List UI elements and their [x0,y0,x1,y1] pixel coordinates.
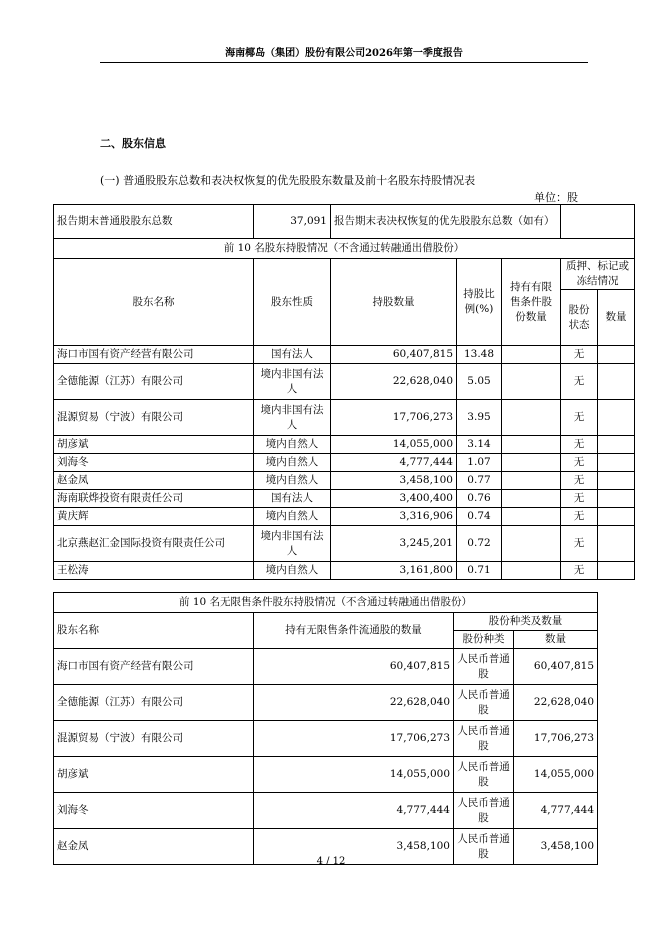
shareholder-pledge-qty [598,400,635,436]
total-holders-value: 37,091 [254,205,331,239]
table-row [54,490,635,508]
u-col-header-type-qty: 数量 [514,631,598,649]
holder-name: 赵金凤 [54,829,254,865]
shareholder-shares: 60,407,815 [331,346,457,364]
holder-name: 全德能源（江苏）有限公司 [54,685,254,721]
shareholder-shares: 14,055,000 [331,436,457,454]
table-row [54,400,635,436]
table-row [54,472,635,490]
shareholder-name: 海南联烨投资有限责任公司 [54,490,254,508]
unrestricted-body [54,649,598,865]
shareholder-ratio: 0.77 [457,472,502,490]
total-holders-label: 报告期末普通股股东总数 [54,205,254,239]
holder-share-type: 人民币普通股 [454,685,514,721]
shareholder-pledge-status: 无 [561,454,598,472]
holder-type-qty: 3,458,100 [514,829,598,865]
shareholder-restricted [502,454,561,472]
shareholder-shares: 17,706,273 [331,400,457,436]
shareholder-pledge-qty [598,472,635,490]
shareholder-name: 黄庆辉 [54,508,254,526]
pref-holders-label: 报告期末表决权恢复的优先股股东总数（如有） [331,205,561,239]
shareholder-shares: 4,777,444 [331,454,457,472]
table-row [54,757,598,793]
holder-type-qty: 4,777,444 [514,793,598,829]
shareholder-pledge-qty [598,526,635,562]
shareholder-name: 刘海冬 [54,454,254,472]
shareholder-shares: 3,245,201 [331,526,457,562]
shareholder-name: 全德能源（江苏）有限公司 [54,364,254,400]
unrestricted-title: 前 10 名无限售条件股东持股情况（不含通过转融通出借股份） [54,593,598,613]
shareholder-name: 赵金凤 [54,472,254,490]
shareholder-restricted [502,346,561,364]
col-header-nature: 股东性质 [254,259,331,346]
table-row [54,346,635,364]
shareholder-table [53,204,635,580]
shareholder-name: 混源贸易（宁波）有限公司 [54,400,254,436]
table-row [54,508,635,526]
shareholder-pledge-status: 无 [561,364,598,400]
shareholder-pledge-status: 无 [561,346,598,364]
shareholder-nature: 国有法人 [254,490,331,508]
shareholder-ratio: 5.05 [457,364,502,400]
shareholder-pledge-status: 无 [561,400,598,436]
shareholder-nature: 境内非国有法人 [254,526,331,562]
shareholder-ratio: 0.76 [457,490,502,508]
holder-unrestricted-qty: 17,706,273 [254,721,454,757]
col-header-pledge: 质押、标记或冻结情况 [561,259,635,290]
shareholder-pledge-status: 无 [561,436,598,454]
holder-name: 海口市国有资产经营有限公司 [54,649,254,685]
shareholder-restricted [502,364,561,400]
table-row [54,364,635,400]
col-header-name: 股东名称 [54,259,254,346]
shareholder-pledge-qty [598,346,635,364]
shareholder-shares: 22,628,040 [331,364,457,400]
shareholder-nature: 境内非国有法人 [254,400,331,436]
pref-holders-value [561,205,635,239]
holder-share-type: 人民币普通股 [454,793,514,829]
u-col-header-name: 股东名称 [54,613,254,649]
shareholder-pledge-status: 无 [561,490,598,508]
shareholder-pledge-status: 无 [561,526,598,562]
holder-share-type: 人民币普通股 [454,829,514,865]
shareholder-name: 王松涛 [54,562,254,580]
shareholder-ratio: 3.95 [457,400,502,436]
unrestricted-table [53,592,598,865]
shareholder-pledge-status: 无 [561,562,598,580]
top10-title: 前 10 名股东持股情况（不含通过转融通出借股份） [54,239,635,259]
subsection-title: (一) 普通股股东总数和表决权恢复的优先股股东数量及前十名股东持股情况表 [100,174,476,187]
shareholder-ratio: 0.71 [457,562,502,580]
page-number: 4 / 12 [316,856,346,867]
shareholder-name: 北京燕赵汇金国际投资有限责任公司 [54,526,254,562]
shareholder-restricted [502,562,561,580]
shareholder-pledge-qty [598,490,635,508]
holder-type-qty: 17,706,273 [514,721,598,757]
shareholder-restricted [502,472,561,490]
col-header-ratio: 持股比例(%) [457,259,502,346]
holder-unrestricted-qty: 60,407,815 [254,649,454,685]
document-header: 海南椰岛（集团）股份有限公司2026年第一季度报告 [225,48,463,59]
table-row [54,436,635,454]
shareholder-ratio: 0.72 [457,526,502,562]
shareholder-pledge-qty [598,508,635,526]
col-header-pledge-status: 股份状态 [561,290,598,346]
col-header-shares: 持股数量 [331,259,457,346]
top10-body [54,346,635,580]
shareholder-shares: 3,400,400 [331,490,457,508]
holder-unrestricted-qty: 4,777,444 [254,793,454,829]
unit-label: 单位：股 [534,191,578,204]
shareholder-nature: 国有法人 [254,346,331,364]
table-row [54,649,598,685]
u-col-header-type-group: 股份种类及数量 [454,613,598,631]
shareholder-pledge-qty [598,364,635,400]
shareholder-pledge-status: 无 [561,472,598,490]
shareholder-nature: 境内自然人 [254,436,331,454]
shareholder-restricted [502,526,561,562]
shareholder-nature: 境内非国有法人 [254,364,331,400]
u-col-header-qty: 持有无限售条件流通股的数量 [254,613,454,649]
shareholder-nature: 境内自然人 [254,472,331,490]
shareholder-ratio: 0.74 [457,508,502,526]
col-header-restricted: 持有有限售条件股份数量 [502,259,561,346]
shareholder-ratio: 3.14 [457,436,502,454]
shareholder-pledge-qty [598,454,635,472]
holder-share-type: 人民币普通股 [454,721,514,757]
u-col-header-type: 股份种类 [454,631,514,649]
shareholder-ratio: 13.48 [457,346,502,364]
shareholder-restricted [502,490,561,508]
table-row [54,721,598,757]
holder-unrestricted-qty: 3,458,100 [254,829,454,865]
table-row [54,454,635,472]
table-row [54,793,598,829]
shareholder-shares: 3,161,800 [331,562,457,580]
holder-name: 胡彦斌 [54,757,254,793]
shareholder-pledge-status: 无 [561,508,598,526]
table-row [54,526,635,562]
shareholder-name: 海口市国有资产经营有限公司 [54,346,254,364]
shareholder-pledge-qty [598,436,635,454]
shareholder-name: 胡彦斌 [54,436,254,454]
holder-type-qty: 14,055,000 [514,757,598,793]
shareholder-restricted [502,400,561,436]
holder-name: 混源贸易（宁波）有限公司 [54,721,254,757]
section-title: 二、股东信息 [100,137,166,150]
header-rule [100,62,588,63]
holder-unrestricted-qty: 14,055,000 [254,757,454,793]
shareholder-shares: 3,458,100 [331,472,457,490]
shareholder-shares: 3,316,906 [331,508,457,526]
holder-share-type: 人民币普通股 [454,649,514,685]
shareholder-nature: 境内自然人 [254,562,331,580]
shareholder-nature: 境内自然人 [254,508,331,526]
col-header-pledge-qty: 数量 [598,290,635,346]
shareholder-restricted [502,508,561,526]
holder-share-type: 人民币普通股 [454,757,514,793]
holder-unrestricted-qty: 22,628,040 [254,685,454,721]
holder-type-qty: 60,407,815 [514,649,598,685]
summary-row [54,205,635,239]
holder-type-qty: 22,628,040 [514,685,598,721]
holder-name: 刘海冬 [54,793,254,829]
table-row [54,562,635,580]
shareholder-restricted [502,436,561,454]
table-row [54,685,598,721]
shareholder-pledge-qty [598,562,635,580]
shareholder-nature: 境内自然人 [254,454,331,472]
shareholder-ratio: 1.07 [457,454,502,472]
